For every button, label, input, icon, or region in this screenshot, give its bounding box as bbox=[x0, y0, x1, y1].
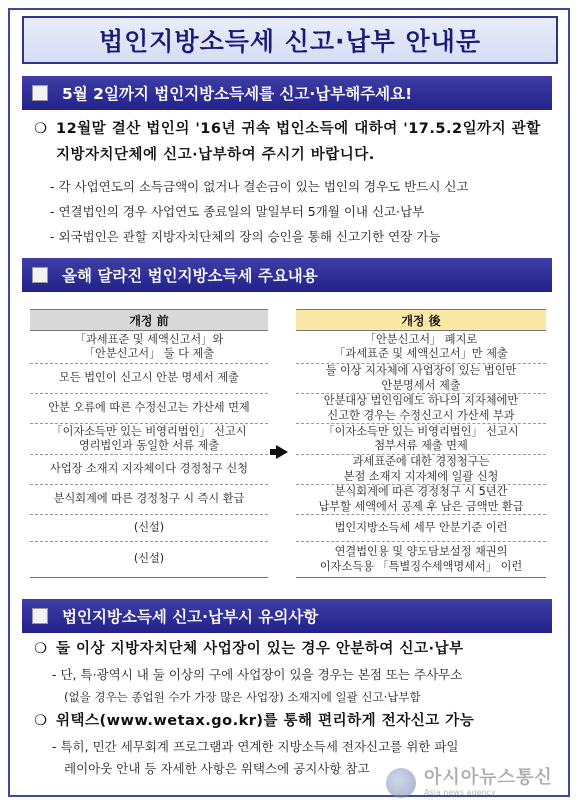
cell-line: 「과세표준 및 세액신고서」만 제출 bbox=[334, 347, 508, 360]
notes-item-1-sub bbox=[52, 664, 562, 708]
section-header-text: 올해 달라진 법인지방소득세 주요내용 bbox=[62, 267, 318, 285]
cell-line: 「과세표준 및 세액신고서」와 bbox=[74, 332, 224, 346]
square-bullet-icon bbox=[32, 608, 48, 624]
circle-bullet-icon: ❍ bbox=[34, 713, 48, 729]
deadline-bullets bbox=[50, 176, 555, 248]
cell-line: 「안분신고서」 둘 다 제출 bbox=[83, 347, 215, 360]
square-bullet-icon bbox=[32, 85, 48, 101]
table-cell-before bbox=[30, 364, 268, 394]
list-item: 레이아웃 안내 등 자세한 사항은 위택스에 공지사항 참고 bbox=[64, 761, 370, 776]
cell-line: 법인지방소득세 세무 안분기준 이런 bbox=[334, 520, 508, 534]
column-header-after: 개정 後 bbox=[296, 309, 546, 331]
cell-line: 안분대상 법인임에도 하나의 지자체에만 bbox=[323, 394, 519, 407]
square-bullet-icon bbox=[32, 267, 48, 283]
table-cell-after bbox=[296, 485, 546, 515]
cell-line: 「이자소득만 있는 비영리법인」 신고시 bbox=[51, 424, 247, 438]
section-header-deadline bbox=[22, 76, 552, 110]
table-cell-after bbox=[296, 424, 546, 455]
table-cell-after bbox=[296, 542, 546, 578]
news-agency-logo-icon bbox=[386, 768, 416, 798]
watermark-sub: Asia news agency bbox=[424, 788, 496, 797]
cell-line: 이자소득용 「특별징수세액명세서」 이런 bbox=[319, 559, 523, 573]
notes-item-1-text: 둘 이상 지방자치단체 사업장이 있는 경우 안분하여 신고·납부 bbox=[56, 641, 464, 657]
cell-line: 첨부서류 제출 면제 bbox=[374, 439, 468, 452]
table-cell-before bbox=[30, 515, 268, 542]
table-cell-after bbox=[296, 515, 546, 542]
cell-line: 분식회계에 따른 경정청구 시 즉시 환급 bbox=[53, 492, 245, 506]
main-notice-line1: 12월말 결산 법인의 '16년 귀속 법인소득에 대하여 '17.5.2일까지 관할 bbox=[56, 121, 541, 137]
cell-line: 안분명세서 제출 bbox=[381, 378, 461, 392]
table-cell-before bbox=[30, 331, 268, 364]
table-cell-before bbox=[30, 455, 268, 485]
table-cell-before bbox=[30, 542, 268, 578]
cell-line: 분식회계에 따른 경정청구 시 5년간 bbox=[334, 485, 508, 498]
cell-line: 둘 이상 지자체에 사업장이 있는 법인만 bbox=[325, 364, 517, 377]
list-item: - 연결법인의 경우 사업연도 종료일의 말일부터 5개월 이내 신고·납부 bbox=[50, 204, 425, 219]
list-item: - 단, 특·광역시 내 둘 이상의 구에 사업장이 있을 경우는 본점 또는 주사무소 bbox=[52, 667, 463, 682]
notes-item-2 bbox=[34, 710, 559, 732]
table-cell-after bbox=[296, 364, 546, 394]
notes-item-2-text: 위택스(www.wetax.go.kr)를 통해 편리하게 전자신고 가능 bbox=[56, 713, 475, 729]
cell-line: 연결법인용 및 양도담보설정 채권의 bbox=[334, 545, 508, 558]
cell-line: (신설) bbox=[133, 520, 165, 534]
cell-line: 모든 법인이 신고시 안분 명세서 제출 bbox=[59, 371, 239, 385]
cell-line: 신고한 경우는 수정신고시 가산세 부과 bbox=[327, 408, 515, 422]
column-header-before: 개정 前 bbox=[30, 309, 268, 331]
table-cell-after bbox=[296, 455, 546, 485]
section-header-changes bbox=[22, 258, 552, 292]
notes-item-1 bbox=[34, 638, 559, 660]
table-cell-after bbox=[296, 394, 546, 424]
right-arrow-icon bbox=[276, 445, 288, 459]
watermark-text bbox=[424, 769, 553, 797]
circle-bullet-icon: ❍ bbox=[34, 641, 48, 657]
watermark bbox=[386, 766, 566, 800]
document-title: 법인지방소득세 신고·납부 안내문 bbox=[22, 16, 558, 64]
cell-line: 영리법인과 동일한 서류 제출 bbox=[78, 439, 220, 452]
table-cell-before bbox=[30, 485, 268, 515]
list-item: - 외국법인은 관할 지방자치단체의 장의 승인을 통해 신고기한 연장 가능 bbox=[50, 229, 441, 244]
cell-line: (신설) bbox=[133, 552, 165, 566]
circle-bullet-icon: ❍ bbox=[34, 121, 48, 137]
cell-line: 본점 소재지 지자체에 일괄 신청 bbox=[343, 469, 499, 483]
cell-line: 안분 오류에 따른 수정신고는 가산세 면제 bbox=[48, 401, 250, 415]
section-header-text: 5월 2일까지 법인지방소득세를 신고·납부해주세요! bbox=[62, 85, 413, 103]
table-cell-after bbox=[296, 331, 546, 364]
cell-line: 「안분신고서」 폐지로 bbox=[364, 332, 478, 346]
list-item: (없을 경우는 종업원 수가 가장 많은 사업장) 소재지에 일괄 신고·납부함 bbox=[64, 690, 421, 704]
cell-line: 과세표준에 대한 경정청구는 bbox=[352, 455, 490, 468]
main-notice bbox=[34, 118, 554, 166]
list-item: - 각 사업연도의 소득금액이 없거나 결손금이 있는 법인의 경우도 반드시 신고 bbox=[50, 179, 469, 194]
cell-line: 납부할 세액에서 공제 후 남은 금액만 환급 bbox=[318, 499, 524, 513]
section-header-notes bbox=[22, 599, 552, 633]
section-header-text: 법인지방소득세 신고·납부시 유의사항 bbox=[62, 608, 319, 626]
table-cell-before bbox=[30, 424, 268, 455]
cell-line: 「이자소득만 있는 비영리법인」 신고시 bbox=[323, 424, 519, 438]
list-item: - 특히, 민간 세무회계 프로그램과 연계한 지방소득세 전자신고를 위한 파일 bbox=[52, 739, 459, 754]
table-cell-before bbox=[30, 394, 268, 424]
cell-line: 사업장 소재지 지자체이다 경정청구 신청 bbox=[50, 462, 248, 476]
watermark-main: 아시아뉴스통신 bbox=[424, 767, 553, 788]
main-notice-line2: 지방자치단체에 신고·납부하여 주시기 바랍니다. bbox=[56, 147, 375, 163]
